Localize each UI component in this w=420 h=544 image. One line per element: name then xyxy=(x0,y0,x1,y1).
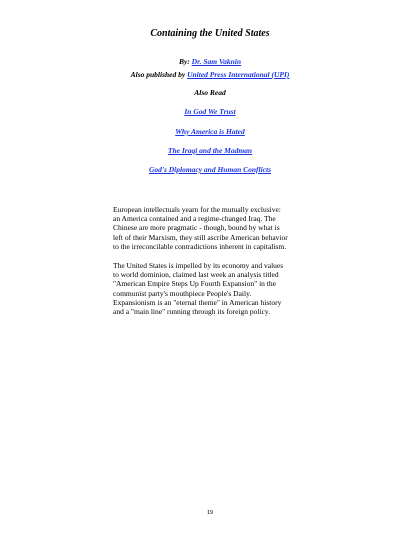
related-link-row xyxy=(0,146,420,155)
body-paragraph xyxy=(113,205,373,251)
publisher-link[interactable]: United Press International (UPI) xyxy=(187,70,290,79)
paragraph-line: The United States is impelled by its economy and values xyxy=(113,261,284,270)
related-link-row xyxy=(0,107,420,116)
paragraph-line: left of their Marxism, they still ascribe American behavior xyxy=(113,232,288,242)
also-read-heading: Also Read xyxy=(194,88,226,97)
byline-prefix: By: xyxy=(178,57,192,66)
paragraph-line: "American Empire Steps Up Fourth Expansion" in the xyxy=(113,279,276,289)
byline xyxy=(0,57,420,66)
paragraph-line: Expansionism is an "eternal theme" in American history xyxy=(113,297,282,307)
page-number: 19 xyxy=(206,510,214,516)
related-link-in-god-we-trust[interactable]: In God We Trust xyxy=(184,107,236,116)
related-link-row xyxy=(0,127,420,136)
author-link[interactable]: Dr. Sam Vaknin xyxy=(191,57,242,66)
published-by-line xyxy=(0,70,420,79)
article-title: Containing the United States xyxy=(150,28,270,39)
paragraph-line: communist party's mouthpiece People's Daily. xyxy=(113,288,252,298)
related-link-gods-diplomacy[interactable]: God's Diplomacy and Human Conflicts xyxy=(148,165,272,174)
paragraph-line: an America contained and a regime-changed Iraq. The xyxy=(113,214,276,224)
related-link-iraqi-and-madman[interactable]: The Iraqi and the Madman xyxy=(167,146,253,155)
paragraph-line: to world dominion, claimed last week an analysis titled xyxy=(113,270,279,280)
paragraph-line: Chinese are more pragmatic - though, bound by what is xyxy=(113,223,280,233)
body-paragraph xyxy=(113,261,373,316)
related-link-row xyxy=(0,165,420,174)
published-prefix: Also published by xyxy=(130,70,188,79)
paragraph-line: to the irreconcilable contradictions inherent in capitalism. xyxy=(113,241,287,251)
paragraph-line: European intellectuals yearn for the mutually exclusive: xyxy=(113,205,281,214)
related-link-why-america-is-hated[interactable]: Why America is Hated xyxy=(175,127,245,136)
paragraph-line: and a "main line" running through its foreign policy. xyxy=(113,307,271,317)
